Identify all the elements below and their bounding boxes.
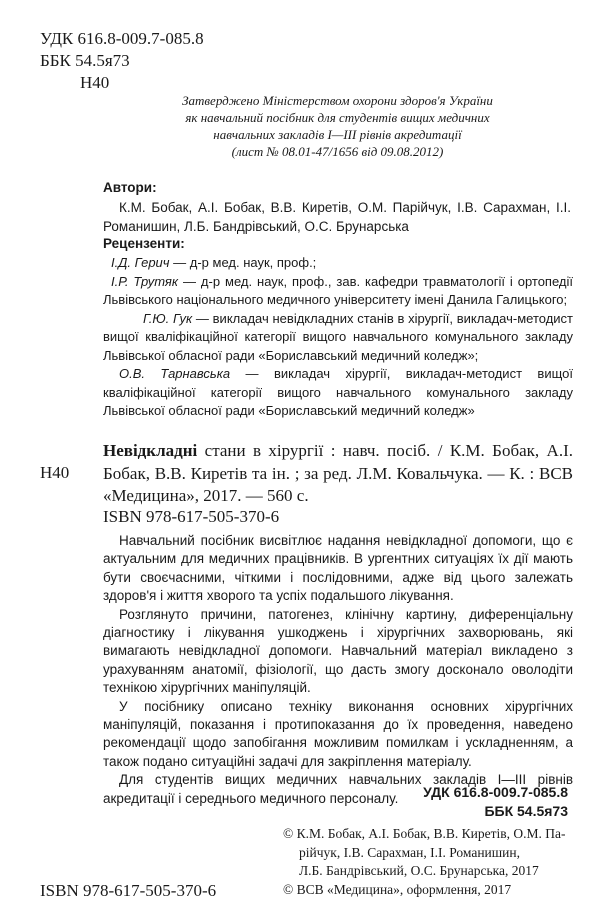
reviewer-name: Г.Ю. Гук bbox=[143, 310, 193, 326]
annotation-paragraph: У посібнику описано техніку виконання основних хірургічних маніпуляцій, показання і протипоказання до їх проведення, наведено рекомендації щодо запобігання можливим помилкам і ускладненням, а також подано ситуаційні задачі для закріплення матеріалу. bbox=[103, 698, 573, 769]
copyright-authors: рійчук, І.В. Сарахман, І.І. Романишин, bbox=[299, 844, 520, 860]
udk-bottom-block bbox=[423, 783, 568, 821]
approval-line: (лист № 08.01-47/1656 від 09.08.2012) bbox=[231, 144, 444, 159]
annotation-paragraph: Навчальний посібник висвітлює надання невідкладної допомоги, що є актуальним для медичних працівників. В ургентних ситуаціях їх дії мають бути своєчасними, чіткими і послідовними, адже від цього залежать здоров'я і життя хворого та успіх подальшого лікування. bbox=[103, 533, 573, 604]
reviewer-name: І.Р. Трутяк bbox=[111, 273, 179, 289]
udk-code: УДК 616.8-009.7-085.8 bbox=[423, 784, 568, 800]
isbn: ISBN 978-617-505-370-6 bbox=[103, 507, 280, 526]
annotation-paragraph: Розглянуто причини, патогенез, клінічну картину, диференціальну діагностику і лікування ушкоджень і хірургічних захворювань, які вимагають невідкладної допомоги. Навчальний матеріал викладено з урахуванням анатомії, фізіології, що дасть змогу досконало оволодіти технікою хірургічних маніпуляцій. bbox=[103, 606, 573, 696]
reviewers-heading: Рецензенти: bbox=[103, 236, 185, 251]
bibliographic-record bbox=[103, 440, 573, 508]
book-title: Невідкладні bbox=[103, 441, 198, 460]
reviewer-details: — викладач хірургії, викладач-методист вищої кваліфікаційної категорії вищого навчального комунального закладу Львівської обласної ради «Бориславський медичний коледж» bbox=[103, 366, 573, 418]
udk-block bbox=[40, 28, 204, 94]
reviewer-details: — викладач невідкладних станів в хірургії, викладач-методист вищої кваліфікаційної категорії вищого навчального комунального закладу Львівської обласної ради «Бориславський медичний коледж»; bbox=[103, 310, 573, 363]
approval-line: Затверджено Міністерством охорони здоров'я України bbox=[182, 93, 493, 108]
bbk-code: ББК 54.5я73 bbox=[484, 803, 568, 819]
bibliographic-details: стани в хірургії : навч. посіб. / К.М. Бобак, А.І. Бобак, В.В. Киретів та ін. ; за ред. Л.М. Ковальчука. — К. : ВСВ «Медицина», 2017. — 560 с. bbox=[103, 441, 573, 505]
reviewer-details: — д-р мед. наук, проф.; bbox=[169, 255, 317, 270]
copyright-publisher: © ВСВ «Медицина», оформлення, 2017 bbox=[283, 881, 512, 897]
annotation bbox=[103, 532, 573, 808]
authors-list: К.М. Бобак, А.І. Бобак, В.В. Киретів, О.М. Парійчук, І.В. Сарахман, І.І. Романишин, Л.Б. Бандрівський, О.С. Брунарська bbox=[103, 200, 571, 234]
reviewers-list bbox=[103, 254, 573, 421]
reviewer-entry bbox=[103, 254, 573, 273]
copyright-authors: © К.М. Бобак, А.І. Бобак, В.В. Киретів, О.М. Па- bbox=[283, 826, 566, 841]
bbk-code: ББК 54.5я73 bbox=[40, 51, 130, 70]
approval-statement bbox=[150, 92, 525, 160]
reviewer-name: О.В. Тарнавська bbox=[119, 366, 231, 381]
approval-line: як навчальний посібник для студентів вищих медичних bbox=[185, 110, 490, 125]
author-mark: Н40 bbox=[80, 73, 110, 92]
udk-code: УДК 616.8-009.7-085.8 bbox=[40, 29, 204, 48]
bibliography-code: Н40 bbox=[40, 463, 70, 482]
isbn-bottom: ISBN 978-617-505-370-6 bbox=[40, 881, 217, 900]
reviewer-entry bbox=[103, 273, 573, 310]
annotation-paragraph: Для студентів вищих медичних навчальних закладів I—III рівнів акредитації і середнього медичного персоналу. bbox=[103, 772, 573, 806]
copyright-block bbox=[283, 825, 583, 899]
copyright-authors: Л.Б. Бандрівський, О.С. Брунарська, 2017 bbox=[299, 863, 539, 878]
reviewer-name: І.Д. Герич bbox=[111, 255, 170, 270]
reviewer-details: — д-р мед. наук, проф., зав. кафедри травматології і ортопедії Львівського національного медичного університету імені Данила Галицького; bbox=[103, 273, 574, 307]
reviewer-entry bbox=[103, 365, 573, 421]
authors-heading: Автори: bbox=[103, 180, 157, 195]
reviewer-entry bbox=[103, 310, 573, 366]
approval-line: навчальних закладів I—III рівнів акредитації bbox=[213, 127, 462, 142]
